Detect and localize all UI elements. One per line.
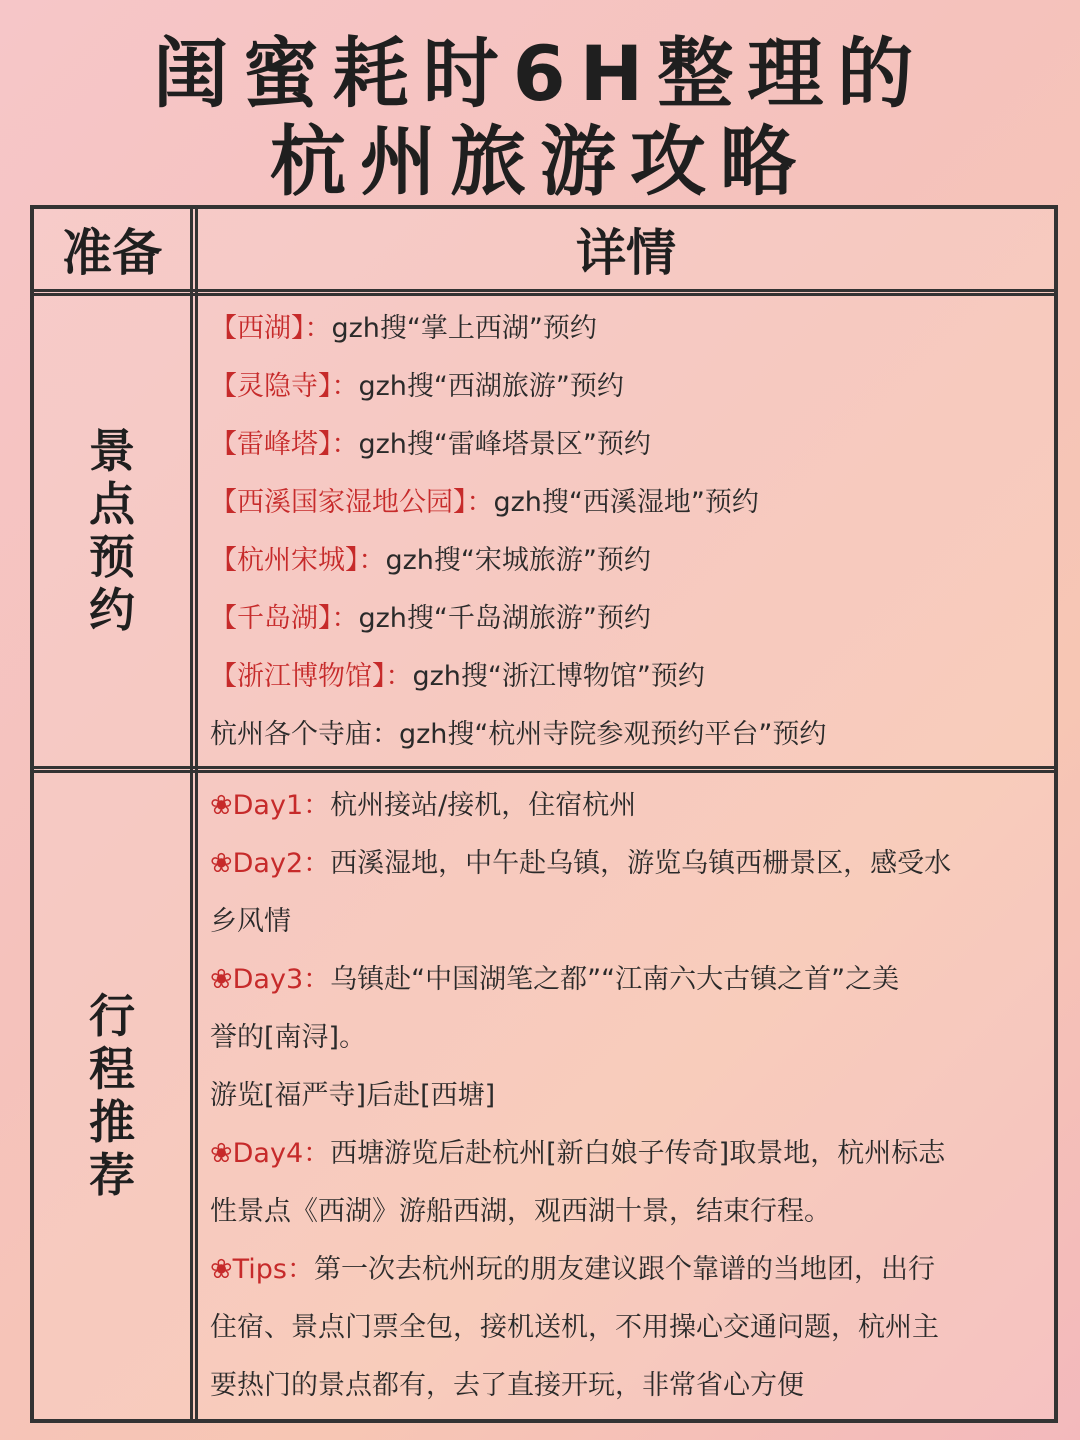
day1-head: ❀Day1：: [210, 790, 331, 821]
tips-line-cont: 要热门的景点都有，去了直接开玩，非常省心方便: [210, 1370, 804, 1401]
day3-head: ❀Day3：: [210, 964, 331, 995]
reservation-text: gzh搜“西湖旅游”预约: [358, 371, 624, 402]
day1-line: [210, 777, 1050, 835]
tips-line-cont: 住宿、景点门票全包，接机送机，不用操心交通问题，杭州主: [210, 1312, 939, 1343]
day2-head: ❀Day2：: [210, 848, 331, 879]
row-divider: [34, 766, 1054, 773]
temples-note: 杭州各个寺庙：gzh搜“杭州寺院参观预约平台”预约: [210, 719, 827, 750]
day4-text: 西塘游览后赴杭州[新白娘子传奇]取景地，杭州标志: [330, 1138, 946, 1169]
reservation-text: gzh搜“雷峰塔景区”预约: [358, 429, 651, 460]
day3-line-cont: 誉的[南浔]。: [210, 1022, 367, 1053]
reservation-place: 【杭州宋城】：: [210, 545, 386, 576]
day1-text: 杭州接站/接机，住宿杭州: [330, 790, 637, 821]
day2-text: 西溪湿地，中午赴乌镇，游览乌镇西栅景区，感受水: [330, 848, 952, 879]
reservation-text: gzh搜“西溪湿地”预约: [493, 487, 759, 518]
column-divider: [190, 209, 198, 1419]
reservation-text: gzh搜“宋城旅游”预约: [385, 545, 651, 576]
reservation-place: 【西湖】：: [210, 313, 332, 344]
reservation-item: [210, 416, 1050, 474]
reservations-label: 景点预约: [89, 424, 135, 637]
reservation-item: [210, 474, 1050, 532]
day3-line: [210, 951, 1050, 1009]
day2-line: [210, 835, 1050, 893]
itinerary-details: [210, 777, 1050, 1415]
tips-text: 第一次去杭州玩的朋友建议跟个靠谱的当地团，出行: [314, 1254, 935, 1285]
guide-table: [30, 205, 1058, 1423]
reservation-place: 【雷峰塔】：: [210, 429, 359, 460]
reservation-place: 【千岛湖】：: [210, 603, 359, 634]
reservation-place: 【浙江博物馆】：: [210, 661, 413, 692]
reservation-text: gzh搜“掌上西湖”预约: [331, 313, 597, 344]
day4-line: [210, 1125, 1050, 1183]
header-divider: [34, 289, 1054, 296]
reservation-place: 【灵隐寺】：: [210, 371, 359, 402]
itinerary-label: 行程推荐: [89, 989, 135, 1202]
reservation-item: [210, 648, 1050, 706]
day2-line-cont: 乡风情: [210, 906, 291, 937]
tips-line: [210, 1241, 1050, 1299]
reservation-item: [210, 358, 1050, 416]
reservation-item: [210, 300, 1050, 358]
day3-text: 乌镇赴“中国湖笔之都”“江南六大古镇之首”之美: [330, 964, 900, 995]
header-details: 详情: [576, 224, 676, 282]
title-line-1: 闺蜜耗时6H整理的: [152, 29, 928, 118]
reservation-place: 【西溪国家湿地公园】：: [210, 487, 494, 518]
page-title: [0, 30, 1080, 206]
tips-head: ❀Tips：: [210, 1254, 314, 1285]
day3-line-cont: 游览[福严寺]后赴[西塘]: [210, 1080, 496, 1111]
title-line-2: 杭州旅游攻略: [270, 117, 810, 206]
header-preparation: 准备: [62, 224, 162, 282]
reservation-item: [210, 532, 1050, 590]
reservation-item: [210, 590, 1050, 648]
day4-line-cont: 性景点《西湖》游船西湖，观西湖十景，结束行程。: [210, 1196, 831, 1227]
reservation-text: gzh搜“浙江博物馆”预约: [412, 661, 705, 692]
reservation-text: gzh搜“千岛湖旅游”预约: [358, 603, 651, 634]
itinerary-label-cell: [34, 773, 190, 1419]
day4-head: ❀Day4：: [210, 1138, 331, 1169]
reservations-details: [210, 300, 1050, 764]
reservations-label-cell: [34, 296, 190, 766]
